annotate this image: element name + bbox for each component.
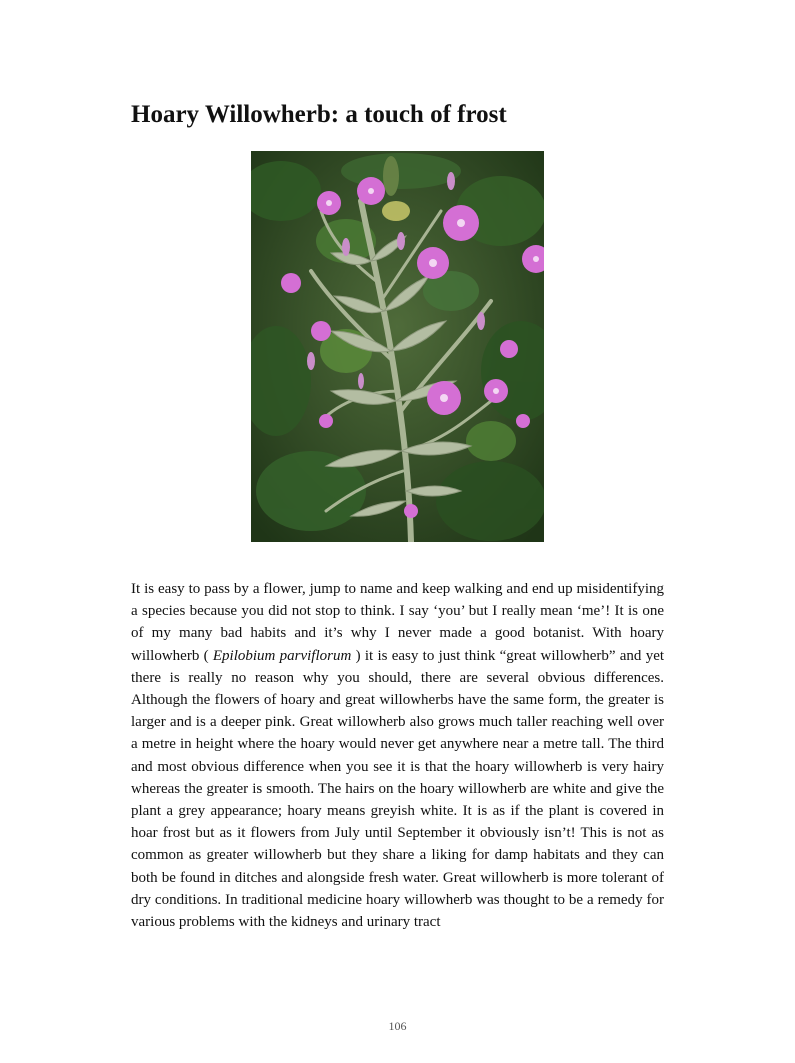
- species-latin-name: Epilobium parviflorum: [212, 647, 352, 664]
- willowherb-photo: [251, 151, 544, 542]
- article-body: [131, 578, 664, 933]
- article-text-after-species: ) it is easy to just think “great willowherb” and yet there is really no reason why you should, there are several obvious differences. Although the flowers of hoary and great willowherbs have the same form, the greater is larger and is a deeper pink. Great willowherb also grows much taller reaching well over a metre in height where the hoary would never get anywhere near a metre tall. The third and most obvious difference when you see it is that the hoary willowherb is very hairy whereas the greater is smooth. The hairs on the hoary willowherb are white and give the plant a grey appearance; hoary means greyish white. It is as if the plant is covered in hoar frost but as it flowers from July until September it obviously isn’t! This is not as common as greater willowherb but they share a liking for damp habitats and they can both be found in ditches and alongside fresh water. Great willowherb is more tolerant of dry conditions. In traditional medicine hoary willowherb was thought to be a remedy for various problems with the kidneys and urinary tract: [131, 647, 665, 931]
- article-text-before-species: It is easy to pass by a flower, jump to name and keep walking and end up misidentifying a species because you did not stop to think. I say ‘you’ but I really mean ‘me’! It is one of my many bad habits and it’s why I never made a good botanist. With hoary willowherb (: [131, 581, 664, 664]
- willowherb-photo-illustration: [251, 151, 544, 542]
- page-title: Hoary Willowherb: a touch of frost: [131, 101, 507, 128]
- page-number: 106: [388, 1019, 407, 1033]
